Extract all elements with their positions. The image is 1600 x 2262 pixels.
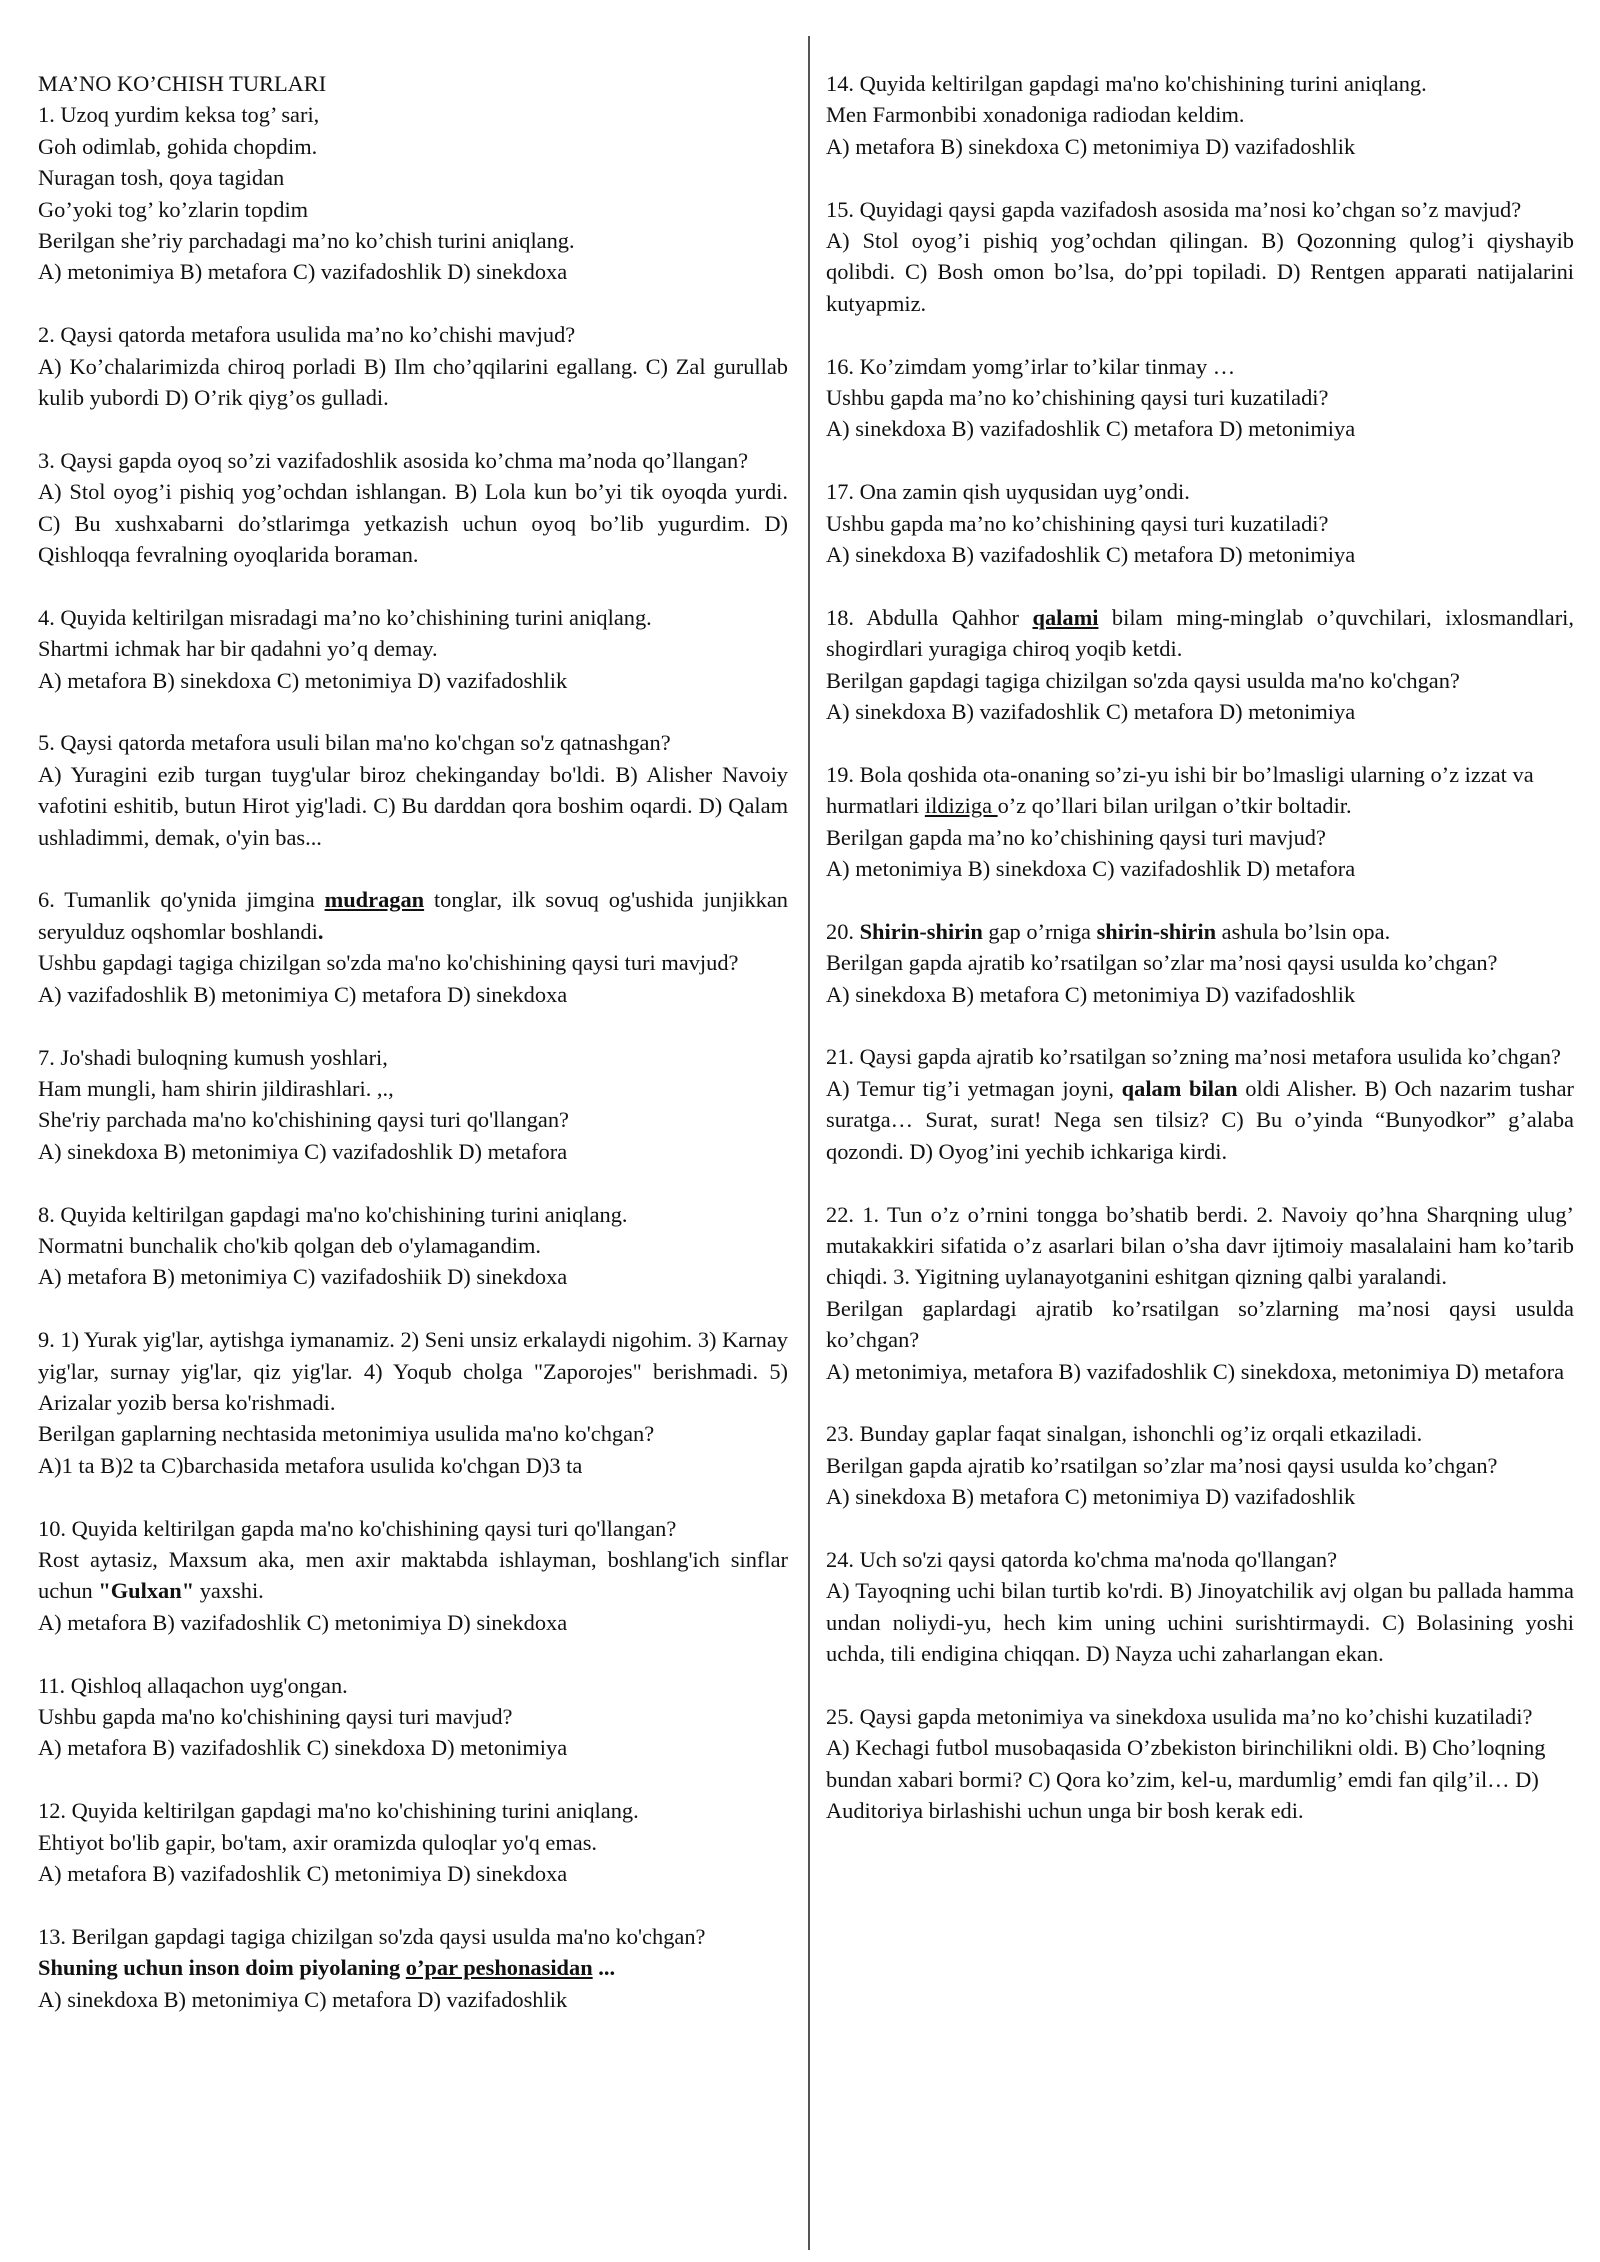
q7-line-3: She'riy parchada ma'no ko'chishining qaysi turi qo'llangan? — [38, 1107, 569, 1133]
q19-text-post: o’z qo’llari bilan urilgan o’tkir boltadir. — [997, 793, 1352, 819]
q16-line-1: 16. Ko’zimdam yomg’irlar to’kilar tinmay … — [826, 353, 1236, 379]
q13-options: A) sinekdoxa B) metonimiya C) metafora D) vazifadoshlik — [38, 1986, 568, 2012]
q7-line-1: 7. Jo'shadi buloqning kumush yoshlari, — [38, 1044, 388, 1070]
q18-text-post: bilam ming-minglab o’quvchilari, ixlosmandlari, shogirdlari yuragiga chiroq yoqib ketdi. — [826, 604, 1574, 662]
q21-options-post: oldi Alisher. B) Och nazarim tushar suratga… Surat, surat! Nega sen tilsiz? C) Bu o’yinda “Bunyodkor” g’alaba qozondi. D) Oyog’ini yechib ichkariga kirdi. — [826, 1075, 1575, 1164]
question-7 — [38, 1042, 788, 1168]
q10-bold-word: "Gulxan" — [98, 1578, 195, 1604]
q5-options: A) Yuragini ezib turgan tuyg'ular biroz chekinganday bo'ldi. B) Alisher Navoiy vafotini eshitib, butun Hirot yig'ladi. C) Bu darddan qora boshim oqardi. D) Qalam ushladimmi, demak, o'yin bas... — [38, 761, 788, 850]
question-9 — [38, 1324, 788, 1481]
q21-options-pre: A) Temur tig’i yetmagan joyni, — [826, 1075, 1122, 1101]
q21-options — [826, 1073, 1574, 1167]
q6-text-post: tonglar, ilk sovuq og'ushida junjikkan seryulduz oqshomlar boshlandi — [38, 887, 788, 944]
question-2 — [38, 319, 788, 413]
q10-options: A) metafora B) vazifadoshlik C) metonimiya D) sinekdoxa — [38, 1609, 568, 1635]
column-divider — [808, 36, 810, 2250]
q12-options: A) metafora B) vazifadoshlik C) metonimiya D) sinekdoxa — [38, 1860, 568, 1886]
q10-sentence — [38, 1544, 788, 1607]
q6-options: A) vazifadoshlik B) metonimiya C) metafora D) sinekdoxa — [38, 981, 568, 1007]
q15-text: 15. Quyidagi qaysi gapda vazifadosh asosida ma’nosi ko’chgan so’z mavjud? — [826, 196, 1522, 222]
q1-options: A) metonimiya B) metafora C) vazifadoshlik D) sinekdoxa — [38, 259, 568, 285]
q1-line-3: Nuragan tosh, qoya tagidan — [38, 165, 285, 191]
question-21 — [826, 1041, 1574, 1167]
q14-options: A) metafora B) sinekdoxa C) metonimiya D) vazifadoshlik — [826, 133, 1356, 159]
q4-line-2: Shartmi ichmak har bir qadahni yo’q demay. — [38, 636, 438, 662]
q1-line-5: Berilgan she’riy parchadagi ma’no ko’chish turini aniqlang. — [38, 228, 575, 254]
q9-options: A)1 ta B)2 ta C)barchasida metafora usulida ko'chgan D)3 ta — [38, 1452, 583, 1478]
q14-line-2: Men Farmonbibi xonadoniga radiodan keldim. — [826, 102, 1245, 128]
q12-line-2: Ehtiyot bo'lib gapir, bo'tam, axir oramizda quloqlar yo'q emas. — [38, 1829, 598, 1855]
q16-options: A) sinekdoxa B) vazifadoshlik C) metafora D) metonimiya — [826, 416, 1356, 442]
question-1 — [38, 68, 788, 288]
page-title: MA’NO KO’CHISH TURLARI — [38, 71, 327, 96]
q13-sentence-post: ... — [592, 1955, 616, 1981]
q8-line-1: 8. Quyida keltirilgan gapdagi ma'no ko'chishining turini aniqlang. — [38, 1201, 628, 1227]
question-20 — [826, 916, 1574, 1010]
q10-sentence-pre: Rost aytasiz, Maxsum aka, men axir maktabda ishlayman, boshlang'ich sinflar uchun — [38, 1546, 788, 1604]
q1-line-2: Goh odimlab, gohida chopdim. — [38, 133, 318, 159]
q19-options: A) metonimiya B) sinekdoxa C) vazifadoshlik D) metafora — [826, 856, 1356, 882]
q18-text — [826, 602, 1574, 665]
q2-text: 2. Qaysi qatorda metafora usulida ma’no ko’chishi mavjud? — [38, 322, 576, 348]
q12-line-1: 12. Quyida keltirilgan gapdagi ma'no ko'chishining turini aniqlang. — [38, 1798, 639, 1824]
q21-text: 21. Qaysi gapda ajratib ko’rsatilgan so’zning ma’nosi metafora usulida ko’chgan? — [826, 1044, 1561, 1070]
left-column — [38, 68, 788, 2015]
q20-question: Berilgan gapda ajratib ko’rsatilgan so’zlar ma’nosi qaysi usulda ko’chgan? — [826, 950, 1498, 976]
q18-options: A) sinekdoxa B) vazifadoshlik C) metafora D) metonimiya — [826, 699, 1356, 725]
q19-underlined-word: ildiziga — [924, 793, 998, 819]
q20-text — [826, 916, 1574, 947]
question-11 — [38, 1670, 788, 1764]
q8-line-2: Normatni bunchalik cho'kib qolgan deb o'ylamagandim. — [38, 1232, 542, 1258]
q19-text — [826, 759, 1574, 822]
question-12 — [38, 1795, 788, 1889]
q5-text: 5. Qaysi qatorda metafora usuli bilan ma'no ko'chgan so'z qatnashgan? — [38, 730, 671, 756]
question-13 — [38, 1921, 788, 2015]
right-column — [826, 68, 1574, 1827]
q17-line-2: Ushbu gapda ma’no ko’chishining qaysi turi kuzatiladi? — [826, 510, 1329, 536]
q20-text-mid: gap o’rniga — [982, 918, 1097, 944]
q7-line-2: Ham mungli, ham shirin jildirashlari. ,., — [38, 1075, 394, 1101]
question-10 — [38, 1513, 788, 1639]
q10-sentence-post: yaxshi. — [194, 1578, 264, 1604]
q23-options: A) sinekdoxa B) metafora C) metonimiya D) vazifadoshlik — [826, 1484, 1356, 1510]
q20-bold-phrase-2: shirin-shirin — [1096, 918, 1217, 944]
q22-text: 22. 1. Tun o’z o’rnini tongga bo’shatib berdi. 2. Navoiy qo’hna Sharqning ulug’ mutakakkiri sifatida o’z asarlari bilan o’sha davr ijtimoiy masalalaini ham ko’tarib chiqdi. 3. Yigitning uylanayotganini eshitgan qizning qalbi yaralandi. — [826, 1201, 1574, 1290]
q23-text: 23. Bunday gaplar faqat sinalgan, ishonchli og’iz orqali etkaziladi. — [826, 1421, 1423, 1447]
q16-line-2: Ushbu gapda ma’no ko’chishining qaysi turi kuzatiladi? — [826, 385, 1329, 411]
q6-period: . — [317, 918, 324, 944]
q4-line-1: 4. Quyida keltirilgan misradagi ma’no ko’chishining turini aniqlang. — [38, 604, 652, 630]
question-4 — [38, 602, 788, 696]
q25-text: 25. Qaysi gapda metonimiya va sinekdoxa usulida ma’no ko’chishi kuzatiladi? — [826, 1703, 1533, 1729]
q13-underlined-phrase: o’par peshonasidan — [405, 1955, 593, 1981]
q1-line-4: Go’yoki tog’ ko’zlarin topdim — [38, 196, 309, 222]
q3-text: 3. Qaysi gapda oyoq so’zi vazifadoshlik asosida ko’chma ma’noda qo’llangan? — [38, 447, 749, 473]
q25-options: A) Kechagi futbol musobaqasida O’zbekiston birinchilikni oldi. B) Cho’loqning bundan xabari bormi? C) Qora ko’zim, kel-u, mardumlig’ emdi fan qilg’il… D) Auditoriya birlashishi uchun unga bir bosh kerak edi. — [826, 1735, 1546, 1824]
question-6 — [38, 884, 788, 1010]
q11-line-2: Ushbu gapda ma'no ko'chishining qaysi turi mavjud? — [38, 1703, 513, 1729]
q4-options: A) metafora B) sinekdoxa C) metonimiya D) vazifadoshlik — [38, 667, 568, 693]
q20-text-post: ashula bo’lsin opa. — [1216, 918, 1391, 944]
q21-bold-phrase: qalam bilan — [1121, 1075, 1238, 1101]
question-22 — [826, 1199, 1574, 1387]
question-3 — [38, 445, 788, 571]
question-17 — [826, 476, 1574, 570]
q19-question: Berilgan gapda ma’no ko’chishining qaysi turi mavjud? — [826, 824, 1326, 850]
q9-text: 9. 1) Yurak yig'lar, aytishga iymanamiz. 2) Seni unsiz erkalaydi nigohim. 3) Karnay yig'lar, surnay yig'lar, qiz yig'lar. 4) Yoqub cholga "Zaporojes" berishmadi. 5) Arizalar yozib bersa ko'rishmadi. — [38, 1327, 788, 1415]
question-19 — [826, 759, 1574, 885]
q11-options: A) metafora B) vazifadoshlik C) sinekdoxa D) metonimiya — [38, 1735, 568, 1761]
question-8 — [38, 1199, 788, 1293]
q7-options: A) sinekdoxa B) metonimiya C) vazifadoshlik D) metafora — [38, 1138, 568, 1164]
q14-line-1: 14. Quyida keltirilgan gapdagi ma'no ko'chishining turini aniqlang. — [826, 71, 1427, 96]
question-24 — [826, 1544, 1574, 1670]
q8-options: A) metafora B) metonimiya C) vazifadoshiik D) sinekdoxa — [38, 1264, 568, 1290]
q18-question: Berilgan gapdagi tagiga chizilgan so'zda qaysi usulda ma'no ko'chgan? — [826, 667, 1460, 693]
q13-sentence-pre: Shuning uchun inson doim piyolaning — [38, 1955, 406, 1981]
q22-options: A) metonimiya, metafora B) vazifadoshlik C) sinekdoxa, metonimiya D) metafora — [826, 1358, 1565, 1384]
q13-text: 13. Berilgan gapdagi tagiga chizilgan so'zda qaysi usulda ma'no ko'chgan? — [38, 1923, 706, 1949]
question-25 — [826, 1701, 1574, 1827]
q20-options: A) sinekdoxa B) metafora C) metonimiya D) vazifadoshlik — [826, 981, 1356, 1007]
q20-number: 20. — [826, 918, 860, 944]
question-18 — [826, 602, 1574, 728]
question-15 — [826, 194, 1574, 320]
q6-question: Ushbu gapdagi tagiga chizilgan so'zda ma'no ko'chishining qaysi turi mavjud? — [38, 950, 739, 976]
q23-question: Berilgan gapda ajratib ko’rsatilgan so’zlar ma’nosi qaysi usulda ko’chgan? — [826, 1452, 1498, 1478]
q1-line-1: 1. Uzoq yurdim keksa tog’ sari, — [38, 102, 320, 128]
question-5 — [38, 727, 788, 853]
q18-text-pre: 18. Abdulla Qahhor — [826, 604, 1033, 630]
q3-options: A) Stol oyog’i pishiq yog’ochdan ishlangan. B) Lola kun bo’yi tik oyoqda yurdi. C) Bu xushxabarni do’stlarimga yetkazish uchun oyoq bo’lib yugurdim. D) Qishloqqa fevralning oyoqlarida boraman. — [38, 479, 788, 568]
q15-options: A) Stol oyog’i pishiq yog’ochdan qilingan. B) Qozonning qulog’i qiyshayib qolibdi. C) Bosh omon bo’lsa, do’ppi topiladi. D) Rentgen apparati natijalarini kutyapmiz. — [826, 228, 1574, 316]
q17-line-1: 17. Ona zamin qish uyqusidan uyg’ondi. — [826, 479, 1190, 505]
q18-underlined-word: qalami — [1032, 604, 1099, 630]
question-23 — [826, 1418, 1574, 1512]
q9-question: Berilgan gaplarning nechtasida metonimiya usulida ma'no ko'chgan? — [38, 1421, 655, 1447]
q2-options: A) Ko’chalarimizda chiroq porladi B) Ilm cho’qqilarini egallang. C) Zal gurullab kulib yubordi D) O’rik qiyg’os gulladi. — [38, 353, 788, 411]
q24-text: 24. Uch so'zi qaysi qatorda ko'chma ma'noda qo'llangan? — [826, 1546, 1338, 1572]
q6-underlined-word: mudragan — [324, 887, 425, 913]
q13-sentence — [38, 1952, 788, 1983]
question-14 — [826, 68, 1574, 162]
q24-options: A) Tayoqning uchi bilan turtib ko'rdi. B) Jinoyatchilik avj olgan bu pallada hamma undan noliydi-yu, hech kim uning uchini surishtirmaydi. C) Bolasining yoshi uchda, tili endigina chiqqan. D) Nayza uchi zaharlangan ekan. — [826, 1578, 1574, 1667]
q10-text: 10. Quyida keltirilgan gapda ma'no ko'chishining qaysi turi qo'llangan? — [38, 1515, 677, 1541]
q20-bold-phrase-1: Shirin-shirin — [859, 918, 983, 944]
q6-text — [38, 884, 788, 947]
q17-options: A) sinekdoxa B) vazifadoshlik C) metafora D) metonimiya — [826, 542, 1356, 568]
q19-text-pre: 19. Bola qoshida ota-onaning so’zi-yu ishi bir bo’lmasligi ularning o’z izzat va hurmatlari — [826, 761, 1534, 819]
q22-question: Berilgan gaplardagi ajratib ko’rsatilgan so’zlarning ma’nosi qaysi usulda ko’chgan? — [826, 1295, 1574, 1353]
q6-text-pre: 6. Tumanlik qo'ynida jimgina — [38, 887, 325, 913]
q11-line-1: 11. Qishloq allaqachon uyg'ongan. — [38, 1672, 348, 1698]
question-16 — [826, 351, 1574, 445]
